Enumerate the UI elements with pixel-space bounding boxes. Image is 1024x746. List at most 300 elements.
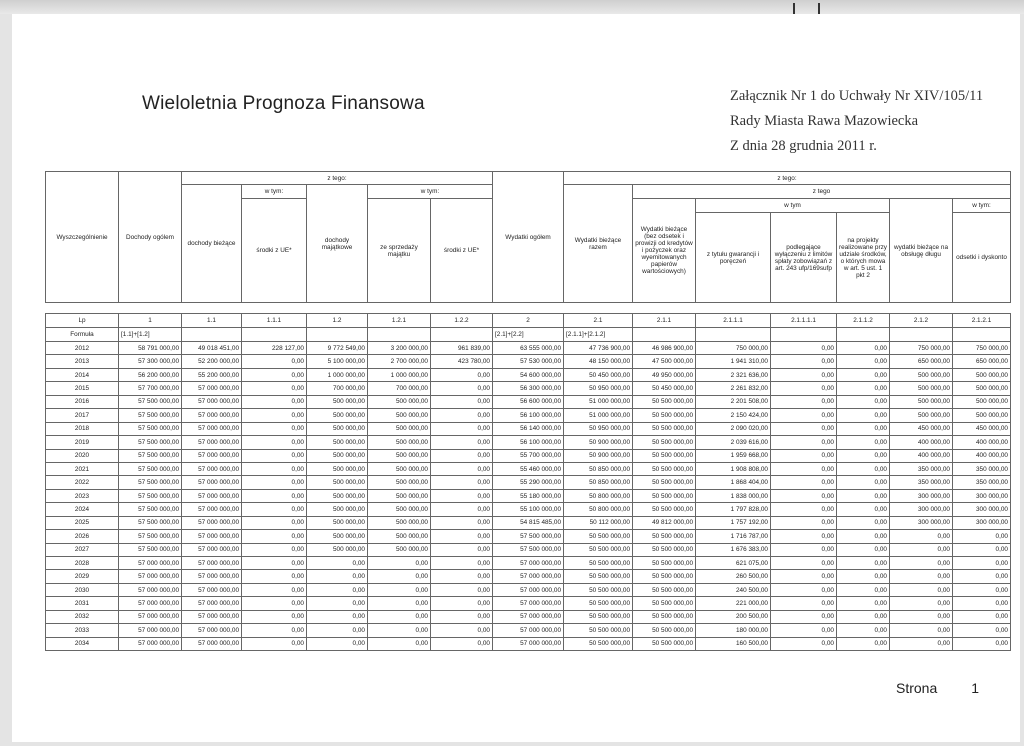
value-cell: 0,00 [837, 503, 890, 516]
table-row [46, 409, 1011, 422]
value-cell: 50 500 000,00 [633, 422, 696, 435]
value-cell: 0,00 [953, 637, 1011, 650]
value-cell: 63 555 000,00 [493, 342, 564, 355]
table-row [46, 489, 1011, 502]
value-cell: 57 000 000,00 [119, 637, 182, 650]
value-cell: 57 000 000,00 [119, 557, 182, 570]
value-cell: 57 000 000,00 [182, 570, 242, 583]
value-cell: 0,00 [242, 503, 307, 516]
value-cell: 1 868 404,00 [696, 476, 771, 489]
value-cell: 57 000 000,00 [182, 395, 242, 408]
document-title: Wieloletnia Prognoza Finansowa [142, 93, 425, 114]
value-cell: 0,00 [307, 637, 368, 650]
annex-line: Załącznik Nr 1 do Uchwały Nr XIV/105/11 [730, 88, 984, 104]
value-cell: 57 000 000,00 [493, 583, 564, 596]
value-cell: 500 000,00 [368, 449, 431, 462]
value-cell: 50 950 000,00 [564, 422, 633, 435]
value-cell: 0,00 [431, 583, 493, 596]
value-cell: 0,00 [307, 610, 368, 623]
value-cell: 0,00 [837, 570, 890, 583]
value-cell: 500 000,00 [307, 462, 368, 475]
value-cell: 0,00 [431, 489, 493, 502]
value-cell: 0,00 [368, 597, 431, 610]
value-cell: 57 500 000,00 [119, 476, 182, 489]
value-cell: 0,00 [837, 355, 890, 368]
value-cell: 0,00 [890, 597, 953, 610]
value-cell: 0,00 [771, 610, 837, 623]
value-cell: 0,00 [242, 409, 307, 422]
value-cell: 50 900 000,00 [564, 449, 633, 462]
table-row [46, 557, 1011, 570]
value-cell: 1 000 000,00 [307, 368, 368, 381]
table-cell [368, 328, 431, 342]
year-cell: 2016 [46, 395, 119, 408]
header-cell: podlegające wyłączeniu z limitów spłaty zobowiązań z art. 243 ufp/169sufp [771, 213, 837, 303]
year-cell: 2012 [46, 342, 119, 355]
header-cell: Wydatki bieżące razem [564, 185, 633, 303]
value-cell: 0,00 [242, 530, 307, 543]
value-cell: 46 986 900,00 [633, 342, 696, 355]
header-cell: odsetki i dyskonto [953, 213, 1011, 303]
value-cell: 57 500 000,00 [493, 543, 564, 556]
year-cell: 2033 [46, 624, 119, 637]
value-cell: 50 500 000,00 [633, 583, 696, 596]
value-cell: 47 500 000,00 [633, 355, 696, 368]
value-cell: 0,00 [837, 422, 890, 435]
value-cell: 0,00 [368, 557, 431, 570]
table-row [46, 597, 1011, 610]
value-cell: 56 140 000,00 [493, 422, 564, 435]
lp-row-group [46, 314, 1011, 342]
value-cell: 500 000,00 [953, 409, 1011, 422]
value-cell: 350 000,00 [890, 476, 953, 489]
value-cell: 0,00 [890, 610, 953, 623]
table-row [46, 355, 1011, 368]
table-cell [696, 328, 771, 342]
value-cell: 1 757 192,00 [696, 516, 771, 529]
value-cell: 500 000,00 [890, 395, 953, 408]
header-cell: Dochody ogólem [119, 172, 182, 303]
page-footer [896, 680, 979, 696]
table-cell: 1 [119, 314, 182, 328]
value-cell: 56 100 000,00 [493, 436, 564, 449]
value-cell: 0,00 [771, 583, 837, 596]
table-row [46, 530, 1011, 543]
value-cell: 50 500 000,00 [633, 476, 696, 489]
value-cell: 500 000,00 [368, 489, 431, 502]
value-cell: 0,00 [368, 570, 431, 583]
value-cell: 57 000 000,00 [119, 583, 182, 596]
value-cell: 0,00 [242, 624, 307, 637]
value-cell: 2 090 020,00 [696, 422, 771, 435]
value-cell: 650 000,00 [890, 355, 953, 368]
header-cell: dochody bieżące [182, 185, 242, 303]
value-cell: 57 500 000,00 [119, 489, 182, 502]
value-cell: 500 000,00 [953, 382, 1011, 395]
value-cell: 57 000 000,00 [182, 409, 242, 422]
value-cell: 0,00 [771, 503, 837, 516]
value-cell: 700 000,00 [368, 382, 431, 395]
value-cell: 500 000,00 [307, 489, 368, 502]
value-cell: 0,00 [431, 597, 493, 610]
value-cell: 0,00 [431, 476, 493, 489]
value-cell: 0,00 [771, 530, 837, 543]
value-cell: 50 900 000,00 [564, 436, 633, 449]
value-cell: 1 716 787,00 [696, 530, 771, 543]
value-cell: 0,00 [771, 570, 837, 583]
table-row [46, 503, 1011, 516]
value-cell: 0,00 [431, 449, 493, 462]
value-cell: 0,00 [242, 382, 307, 395]
value-cell: 1 838 000,00 [696, 489, 771, 502]
value-cell: 55 180 000,00 [493, 489, 564, 502]
value-cell: 50 800 000,00 [564, 489, 633, 502]
year-cell: 2032 [46, 610, 119, 623]
value-cell: 52 200 000,00 [182, 355, 242, 368]
value-cell: 57 500 000,00 [119, 422, 182, 435]
value-cell: 0,00 [771, 409, 837, 422]
year-cell: 2025 [46, 516, 119, 529]
table-row [46, 395, 1011, 408]
value-cell: 0,00 [953, 570, 1011, 583]
value-cell: 0,00 [837, 597, 890, 610]
value-cell: 0,00 [242, 583, 307, 596]
value-cell: 0,00 [431, 557, 493, 570]
value-cell: 300 000,00 [953, 516, 1011, 529]
value-cell: 0,00 [837, 516, 890, 529]
value-cell: 400 000,00 [890, 449, 953, 462]
value-cell: 0,00 [431, 422, 493, 435]
value-cell: 500 000,00 [368, 436, 431, 449]
value-cell: 500 000,00 [368, 503, 431, 516]
value-cell: 57 500 000,00 [119, 543, 182, 556]
value-cell: 57 500 000,00 [119, 409, 182, 422]
value-cell: 0,00 [368, 583, 431, 596]
value-cell: 500 000,00 [307, 516, 368, 529]
forecast-table [45, 171, 1011, 651]
value-cell: 57 000 000,00 [493, 557, 564, 570]
value-cell: 57 000 000,00 [119, 570, 182, 583]
value-cell: 50 500 000,00 [633, 449, 696, 462]
value-cell: 0,00 [242, 422, 307, 435]
value-cell: 500 000,00 [953, 368, 1011, 381]
value-cell: 500 000,00 [368, 409, 431, 422]
value-cell: 57 000 000,00 [493, 610, 564, 623]
value-cell: 3 200 000,00 [368, 342, 431, 355]
value-cell: 56 100 000,00 [493, 409, 564, 422]
value-cell: 0,00 [368, 624, 431, 637]
value-cell: 49 018 451,00 [182, 342, 242, 355]
header-cell: środki z UE* [431, 199, 493, 303]
value-cell: 55 460 000,00 [493, 462, 564, 475]
header-cell: z tego [633, 185, 1011, 199]
value-cell: 180 000,00 [696, 624, 771, 637]
table-cell: 2.1 [564, 314, 633, 328]
value-cell: 0,00 [242, 489, 307, 502]
value-cell: 57 000 000,00 [119, 624, 182, 637]
value-cell: 0,00 [771, 382, 837, 395]
header-spacer [46, 303, 1011, 314]
value-cell: 0,00 [771, 557, 837, 570]
header-cell: z tytułu gwarancji i poręczeń [696, 213, 771, 303]
value-cell: 0,00 [431, 395, 493, 408]
table-row [46, 516, 1011, 529]
value-cell: 0,00 [242, 368, 307, 381]
table-row [46, 610, 1011, 623]
value-cell: 57 000 000,00 [182, 624, 242, 637]
value-cell: 50 500 000,00 [633, 436, 696, 449]
annex-block [730, 84, 983, 159]
value-cell: 50 500 000,00 [564, 570, 633, 583]
value-cell: 0,00 [890, 557, 953, 570]
value-cell: 621 075,00 [696, 557, 771, 570]
value-cell: 57 000 000,00 [182, 422, 242, 435]
value-cell: 0,00 [431, 409, 493, 422]
value-cell: 49 812 000,00 [633, 516, 696, 529]
value-cell: 0,00 [771, 476, 837, 489]
value-cell: 400 000,00 [953, 449, 1011, 462]
value-cell: 50 850 000,00 [564, 462, 633, 475]
value-cell: 50 500 000,00 [633, 409, 696, 422]
value-cell: 500 000,00 [368, 476, 431, 489]
year-cell: 2029 [46, 570, 119, 583]
data-rows [46, 342, 1011, 651]
value-cell: 56 200 000,00 [119, 368, 182, 381]
header-cell: z tego: [564, 172, 1011, 185]
table-row [46, 436, 1011, 449]
header-cell: w tym: [953, 199, 1011, 213]
value-cell: 0,00 [953, 557, 1011, 570]
value-cell: 50 500 000,00 [564, 637, 633, 650]
value-cell: 0,00 [771, 489, 837, 502]
value-cell: 500 000,00 [368, 543, 431, 556]
value-cell: 0,00 [771, 624, 837, 637]
value-cell: 57 500 000,00 [119, 516, 182, 529]
value-cell: 0,00 [771, 436, 837, 449]
table-row [46, 462, 1011, 475]
table-cell: 1.1.1 [242, 314, 307, 328]
value-cell: 57 000 000,00 [493, 624, 564, 637]
value-cell: 2 201 508,00 [696, 395, 771, 408]
value-cell: 500 000,00 [368, 462, 431, 475]
table-cell [242, 328, 307, 342]
value-cell: 57 700 000,00 [119, 382, 182, 395]
value-cell: 1 797 828,00 [696, 503, 771, 516]
value-cell: 2 039 616,00 [696, 436, 771, 449]
value-cell: 0,00 [771, 637, 837, 650]
table-row [46, 382, 1011, 395]
value-cell: 55 200 000,00 [182, 368, 242, 381]
table-cell: 2 [493, 314, 564, 328]
value-cell: 57 000 000,00 [182, 489, 242, 502]
value-cell: 0,00 [890, 570, 953, 583]
header-cell: środki z UE* [242, 199, 307, 303]
value-cell: 49 950 000,00 [633, 368, 696, 381]
value-cell: 50 450 000,00 [633, 382, 696, 395]
year-cell: 2019 [46, 436, 119, 449]
value-cell: 50 800 000,00 [564, 503, 633, 516]
value-cell: 50 500 000,00 [564, 583, 633, 596]
value-cell: 57 500 000,00 [119, 530, 182, 543]
value-cell: 0,00 [771, 449, 837, 462]
year-cell: 2028 [46, 557, 119, 570]
year-cell: 2021 [46, 462, 119, 475]
value-cell: 0,00 [837, 449, 890, 462]
value-cell: 500 000,00 [307, 409, 368, 422]
table-cell: 2.1.2.1 [953, 314, 1011, 328]
header-cell: z tego: [182, 172, 493, 185]
value-cell: 0,00 [953, 597, 1011, 610]
table-cell: 2.1.1.1.1 [771, 314, 837, 328]
value-cell: 0,00 [837, 395, 890, 408]
value-cell: 50 500 000,00 [633, 610, 696, 623]
value-cell: 50 500 000,00 [633, 637, 696, 650]
value-cell: 50 500 000,00 [633, 570, 696, 583]
table-cell [431, 328, 493, 342]
value-cell: 50 500 000,00 [633, 462, 696, 475]
value-cell: 57 500 000,00 [119, 449, 182, 462]
value-cell: 0,00 [837, 624, 890, 637]
value-cell: 500 000,00 [307, 449, 368, 462]
year-cell: 2027 [46, 543, 119, 556]
year-cell: 2018 [46, 422, 119, 435]
value-cell: 0,00 [307, 583, 368, 596]
value-cell: 2 150 424,00 [696, 409, 771, 422]
value-cell: 57 500 000,00 [493, 530, 564, 543]
value-cell: 0,00 [431, 368, 493, 381]
value-cell: 50 850 000,00 [564, 476, 633, 489]
value-cell: 423 780,00 [431, 355, 493, 368]
value-cell: 0,00 [431, 637, 493, 650]
value-cell: 0,00 [431, 436, 493, 449]
year-cell: 2017 [46, 409, 119, 422]
table-cell: [2.1.1]+[2.1.2] [564, 328, 633, 342]
value-cell: 1 941 310,00 [696, 355, 771, 368]
value-cell: 56 600 000,00 [493, 395, 564, 408]
table-cell: 2.1.1.2 [837, 314, 890, 328]
year-cell: 2031 [46, 597, 119, 610]
value-cell: 300 000,00 [890, 516, 953, 529]
table-cell: 1.1 [182, 314, 242, 328]
value-cell: 1 676 383,00 [696, 543, 771, 556]
header-cell: Wyszczególnienie [46, 172, 119, 303]
value-cell: 50 500 000,00 [633, 489, 696, 502]
table-header [46, 172, 1011, 314]
value-cell: 57 000 000,00 [182, 637, 242, 650]
value-cell: 500 000,00 [368, 422, 431, 435]
value-cell: 500 000,00 [890, 409, 953, 422]
value-cell: 221 000,00 [696, 597, 771, 610]
value-cell: 50 500 000,00 [633, 395, 696, 408]
value-cell: 50 950 000,00 [564, 382, 633, 395]
value-cell: 0,00 [837, 543, 890, 556]
value-cell: 0,00 [242, 462, 307, 475]
value-cell: 57 500 000,00 [119, 436, 182, 449]
value-cell: 57 000 000,00 [182, 610, 242, 623]
value-cell: 0,00 [771, 597, 837, 610]
value-cell: 57 000 000,00 [182, 382, 242, 395]
value-cell: 0,00 [242, 557, 307, 570]
value-cell: 0,00 [242, 637, 307, 650]
value-cell: 0,00 [837, 583, 890, 596]
value-cell: 0,00 [890, 583, 953, 596]
table-row [46, 624, 1011, 637]
value-cell: 50 112 000,00 [564, 516, 633, 529]
table-row [46, 543, 1011, 556]
value-cell: 0,00 [837, 409, 890, 422]
value-cell: 55 100 000,00 [493, 503, 564, 516]
value-cell: 500 000,00 [953, 395, 1011, 408]
value-cell: 0,00 [890, 637, 953, 650]
value-cell: 500 000,00 [890, 382, 953, 395]
value-cell: 57 000 000,00 [182, 597, 242, 610]
table-cell: 2.1.2 [890, 314, 953, 328]
value-cell: 240 500,00 [696, 583, 771, 596]
value-cell: 0,00 [837, 462, 890, 475]
value-cell: 1 000 000,00 [368, 368, 431, 381]
value-cell: 57 000 000,00 [182, 503, 242, 516]
value-cell: 0,00 [431, 382, 493, 395]
value-cell: 0,00 [837, 557, 890, 570]
value-cell: 300 000,00 [890, 489, 953, 502]
value-cell: 57 500 000,00 [119, 462, 182, 475]
value-cell: 500 000,00 [307, 395, 368, 408]
value-cell: 228 127,00 [242, 342, 307, 355]
value-cell: 0,00 [307, 570, 368, 583]
table-cell [182, 328, 242, 342]
value-cell: 50 500 000,00 [633, 503, 696, 516]
table-row [46, 476, 1011, 489]
value-cell: 0,00 [771, 543, 837, 556]
value-cell: 57 000 000,00 [182, 543, 242, 556]
value-cell: 500 000,00 [368, 395, 431, 408]
value-cell: 48 150 000,00 [564, 355, 633, 368]
value-cell: 0,00 [368, 610, 431, 623]
value-cell: 55 700 000,00 [493, 449, 564, 462]
value-cell: 350 000,00 [953, 476, 1011, 489]
table-cell: 2.1.1.1 [696, 314, 771, 328]
value-cell: 0,00 [242, 436, 307, 449]
header-cell: w tym: [368, 185, 493, 199]
table-cell: 1.2 [307, 314, 368, 328]
value-cell: 0,00 [953, 624, 1011, 637]
header-cell: Wydatki bieżące (bez odsetek i prowizji od kredytów i pożyczek oraz wyemitowanych papierów wartościowych) [633, 199, 696, 303]
header-cell: w tym: [242, 185, 307, 199]
value-cell: 57 530 000,00 [493, 355, 564, 368]
value-cell: 0,00 [242, 355, 307, 368]
table-row [46, 422, 1011, 435]
value-cell: 57 000 000,00 [182, 557, 242, 570]
table-row [46, 570, 1011, 583]
table-cell [837, 328, 890, 342]
value-cell: 0,00 [242, 610, 307, 623]
table-cell: [1.1]+[1.2] [119, 328, 182, 342]
value-cell: 0,00 [953, 530, 1011, 543]
value-cell: 0,00 [242, 449, 307, 462]
value-cell: 50 500 000,00 [564, 543, 633, 556]
value-cell: 0,00 [837, 610, 890, 623]
value-cell: 47 736 900,00 [564, 342, 633, 355]
value-cell: 500 000,00 [307, 543, 368, 556]
value-cell: 0,00 [242, 516, 307, 529]
value-cell: 2 261 832,00 [696, 382, 771, 395]
header-cell: Wydatki ogółem [493, 172, 564, 303]
table-cell: Formuła [46, 328, 119, 342]
table-cell: [2.1]+[2.2] [493, 328, 564, 342]
value-cell: 0,00 [431, 610, 493, 623]
value-cell: 500 000,00 [368, 530, 431, 543]
year-cell: 2026 [46, 530, 119, 543]
